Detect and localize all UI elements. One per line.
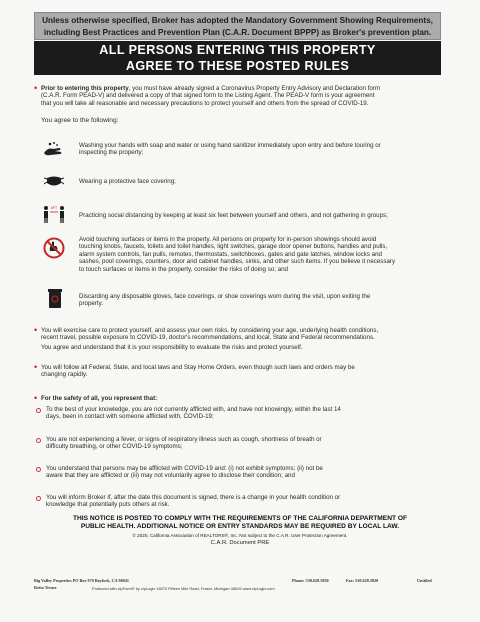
sub-bullet-icon [36,496,41,501]
risk-line-1: You will exercise care to protect yourself, and assess your own risks, by considering your age, underlying health conditions, [41,327,379,334]
face-mask-icon [44,173,64,189]
intro-lead: Prior to entering this property [41,85,129,92]
safety-3-line-2: aware that they are afflicted or (iii) may not voluntarily agree to disclose their condition; and [46,472,295,480]
sub-bullet-icon [36,438,41,443]
safety-1-line-2: days, been in contact with someone afflicted with, COVID-19; [46,413,214,421]
title-line-1: ALL PERSONS ENTERING THIS PROPERTY [99,43,376,57]
rule-4-line-3: alarm system controls, fan pulls, remotes, thermostats, switchboxes, gates and gate latches, window locks and [79,250,382,258]
safety-item-3 [46,465,446,480]
bullet-icon: • [34,325,38,335]
rule-5-line-2: property. [79,300,103,308]
intro-line-3: that you will take all reasonable and necessary precautions to protect yourself and others from the spread of COVID-19. [41,99,369,107]
rule-5-line-1: Discarding any disposable gloves, face coverings, or shoe coverings worn during the visit, upon exiting the [79,293,371,300]
footer-company: Big Valley Properties PO Box 970 Bayfork, CA 96041 [34,578,129,583]
no-touch-icon [43,237,65,259]
safety-3-line-1: You understand that persons may be afflicted with COVID-19 and: (i) not exhibit symptoms; (ii) not be [46,465,323,472]
risk-paragraph [41,327,446,351]
banner-line-1: Unless otherwise specified, Broker has adopted the Mandatory Government Showing Requirements, [42,16,433,25]
rule-4-line-2: touching knobs, faucets, toilets and toilet handles, light switches, garage door opener buttons, handles and pulls, [79,243,388,251]
intro-rest: , you must have already signed a Coronavirus Property Entry Advisory and Declaration form [128,85,381,92]
footer-untitled: Untitled [417,578,432,583]
footer-agent: Retta Trease [34,585,57,590]
safety-1-line-1: To the best of your knowledge, you are not currently afflicted with, and have not knowingly, within the last 14 [46,406,341,413]
agree-heading: You agree to the following: [41,117,119,124]
notice-line-2: PUBLIC HEALTH. ADDITIONAL NOTICE OR ENTRY STANDARDS MAY BE REQUIRED BY LOCAL LAW. [80,523,400,530]
copyright-line: © 2020, California Association of REALTORS®, Inc. Not subject to the C.A.R. User Protection Agreement. [132,533,348,538]
safety-4-line-2: knowledge that potentially puts others at risk. [46,501,170,509]
safety-2-line-1: You are not experiencing a fever, or signs of respiratory illness such as cough, shortness of breath or [46,436,322,443]
safety-item-4 [46,494,446,509]
intro-line-2: (C.A.R. Form PEAD-V) and delivered a copy of that signed form to the Listing Agent. The PEAD-V form is your agreement [41,92,375,100]
social-distance-icon [42,204,66,224]
bullet-icon: • [34,83,38,93]
laws-line-2: changing rapidly. [41,371,88,379]
safety-4-line-1: You will inform Broker if, after the date this document is signed, there is a change in your health condition or [46,494,341,501]
rules-title-banner [34,41,441,75]
rule-discard-items [79,293,449,308]
laws-paragraph [41,364,446,379]
safety-2-line-2: difficulty breathing, or other COVID-19 symptoms; [46,443,183,451]
footer-fax: Fax: 530.628.5820 [346,578,379,583]
banner-line-2: including Best Practices and Prevention Plan (C.A.R. Document BPPP) as Broker's prevention plan. [43,28,432,37]
rule-1-line-1: Washing your hands with soap and water or using hand sanitizer immediately upon entry and before touring or [79,142,381,149]
intro-paragraph [41,85,441,107]
compliance-notice [40,515,440,531]
safety-item-2 [46,436,446,451]
rule-hand-washing [79,142,444,157]
safety-item-1 [46,406,446,421]
hand-washing-icon [42,141,64,159]
bullet-icon: • [34,393,38,403]
notice-line-1: THIS NOTICE IS POSTED TO COMPLY WITH THE REQUIREMENTS OF THE CALIFORNIA DEPARTMENT OF [73,515,407,522]
footer-produced-by: Produced with zipForm® by zipLogix 18070 Fifteen Mile Road, Fraser, Michigan 48026 www.zipLogix.com [92,586,275,591]
trash-bin-icon [46,287,64,309]
rule-face-covering: Wearing a protective face covering; [79,178,176,185]
broker-adoption-banner [34,12,441,40]
title-line-2: AGREE TO THESE POSTED RULES [125,58,350,73]
risk-line-3: You agree and understand that it is your responsibility to evaluate the risks and protect yourself. [41,343,303,351]
document-code: C.A.R. Document PRE [210,540,270,546]
rule-4-line-5: to touch surfaces or items in the property, consider the risks of doing so; and [79,265,288,273]
distance-label: 6FT [50,206,58,210]
rule-avoid-touching [79,236,449,273]
bullet-icon: • [34,362,38,372]
risk-line-2: recent travel, possible exposure to COVID-19, doctor's recommendations, and local, State and Federal recommendations. [41,334,375,342]
safety-lead: For the safety of all, you represent that: [41,395,158,402]
sub-bullet-icon [36,467,41,472]
footer-phone: Phone: 530.628.5850 [292,578,329,583]
rule-4-line-4: sashes, pool coverings, counters, door and cabinet handles, sinks, and other such items. If you believe it necessary [79,258,396,266]
rule-social-distancing: Practicing social distancing by keeping at least six feet between yourself and others, and not gathering in groups; [79,212,388,219]
rule-1-line-2: inspecting the property; [79,149,144,157]
laws-line-1: You will follow all Federal, State, and local laws and Stay Home Orders, even though such laws and orders may be [41,364,355,371]
sub-bullet-icon [36,408,41,413]
rule-4-line-1: Avoid touching surfaces or items in the property. All persons on property for in-person showings should avoid [79,236,377,243]
